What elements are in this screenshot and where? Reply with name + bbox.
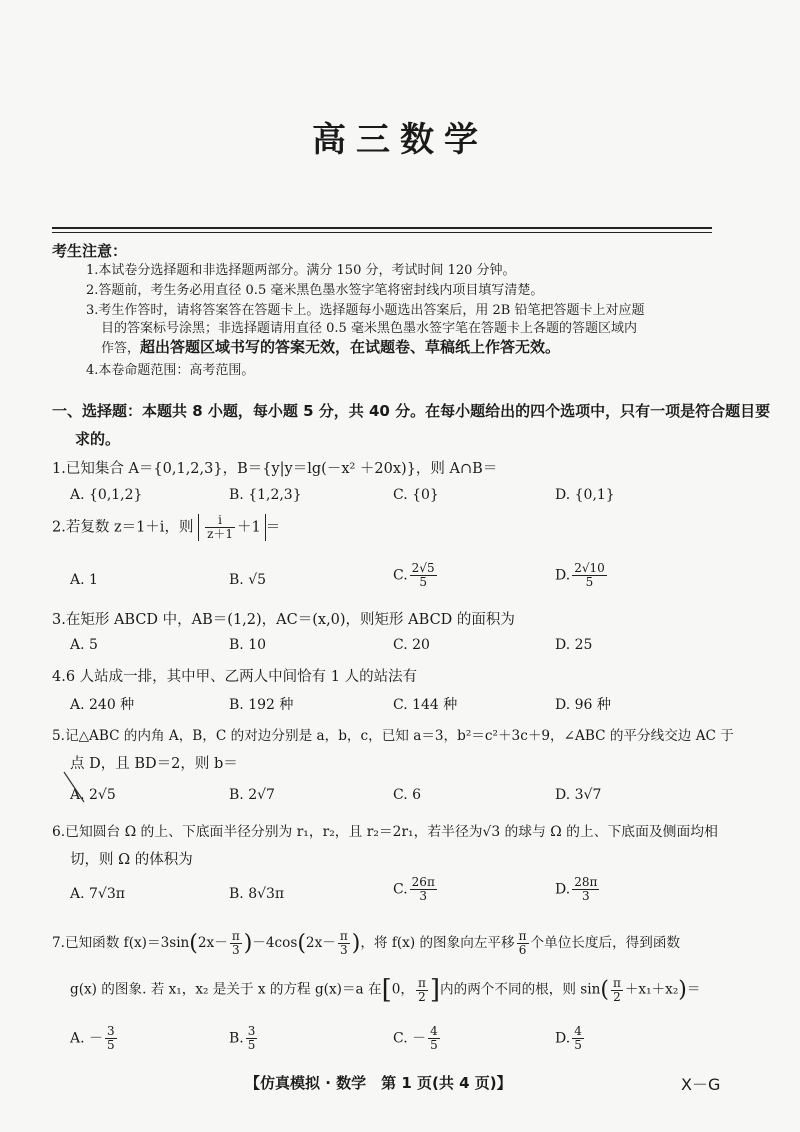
denominator: 5 xyxy=(247,1038,256,1052)
paren: ) xyxy=(351,931,361,956)
q7-text: －4cos xyxy=(252,935,298,951)
denominator: 5 xyxy=(107,1038,115,1052)
numerator: i xyxy=(205,514,235,528)
question-1-option-a: A. {0,1,2} xyxy=(70,487,143,503)
question-3-option-b: B. 10 xyxy=(229,637,267,653)
numerator: 3 xyxy=(107,1024,115,1038)
question-4-option-a: A. 240 种 xyxy=(70,697,135,713)
question-6-option-b: B. 8√3π xyxy=(229,886,285,902)
denominator: z＋1 xyxy=(207,527,234,541)
denominator: 5 xyxy=(574,1038,582,1052)
pen-mark xyxy=(62,770,88,806)
q7-text: 7.已知函数 f(x)＝3sin xyxy=(52,935,190,951)
fraction xyxy=(246,1025,258,1052)
question-6-option-c xyxy=(393,876,439,903)
question-7-option-d xyxy=(555,1025,586,1052)
question-4-option-b: B. 192 种 xyxy=(229,697,294,713)
question-7-option-c xyxy=(393,1025,442,1052)
fraction xyxy=(517,930,529,957)
notice-heading: 考生注意： xyxy=(52,242,128,260)
question-4-option-c: C. 144 种 xyxy=(393,697,458,713)
denominator: 2 xyxy=(418,989,426,1004)
numerator: 28π xyxy=(574,875,598,889)
numerator: 2√10 xyxy=(574,561,605,575)
numerator: π xyxy=(339,929,348,943)
equals: ＝ xyxy=(265,519,281,536)
question-1-option-c: C. {0} xyxy=(393,487,439,503)
notice-item: 3.考生作答时，请将答案答在答题卡上。选择题每小题选出答案后，用 2B 铅笔把答题卡上对应题 xyxy=(86,303,645,318)
notice-item: 2.答题前，考生务必用直径 0.5 毫米黑色墨水签字笔将密封线内项目填写清楚。 xyxy=(86,283,544,298)
denominator: 6 xyxy=(518,943,527,957)
denominator: 3 xyxy=(581,889,590,903)
notice-item-text: 作答， xyxy=(101,341,141,356)
q7-text: 个单位长度后，得到函数 xyxy=(530,935,681,951)
option-letter: C. xyxy=(393,567,408,584)
numerator: π xyxy=(612,975,621,990)
fraction xyxy=(611,977,623,1004)
denominator: 2 xyxy=(613,989,621,1004)
fraction xyxy=(428,1025,440,1052)
fraction xyxy=(416,977,428,1004)
fraction xyxy=(230,930,242,957)
paren: ) xyxy=(243,931,253,956)
question-7-option-b xyxy=(229,1025,259,1052)
question-2-option-d xyxy=(555,562,609,589)
question-2-option-a: A. 1 xyxy=(70,572,98,588)
question-1-option-b: B. {1,2,3} xyxy=(229,487,302,503)
header-rule xyxy=(52,227,712,229)
question-6-stem-cont: 切，则 Ω 的体积为 xyxy=(70,852,193,868)
page-title: 高三数学 xyxy=(312,120,488,160)
question-2-option-b: B. √5 xyxy=(229,572,267,588)
question-5-option-a: A. 2√5 xyxy=(70,787,116,803)
question-6-option-d xyxy=(555,876,601,903)
fraction xyxy=(572,1025,584,1052)
fraction xyxy=(572,876,599,903)
denominator: 5 xyxy=(585,575,594,589)
q7-text: ，将 f(x) 的图象向左平移 xyxy=(360,935,515,951)
denominator: 5 xyxy=(419,575,427,589)
paren: ( xyxy=(600,977,609,1003)
option-letter: A. － xyxy=(70,1030,104,1047)
question-7-stem-cont xyxy=(70,975,700,1005)
option-letter: B. xyxy=(229,1030,244,1047)
option-letter: D. xyxy=(555,881,571,898)
numerator: 4 xyxy=(574,1024,582,1038)
page-footer: 【仿真模拟 · 数学 第 1 页(共 4 页)】 xyxy=(245,1074,512,1092)
denominator: 3 xyxy=(339,943,348,957)
q7-text: ＝ xyxy=(686,981,701,998)
notice-item xyxy=(101,338,560,358)
numerator: 3 xyxy=(247,1024,256,1038)
denominator: 5 xyxy=(430,1038,438,1052)
header-rule-thin xyxy=(52,232,712,233)
section-heading: 一、选择题：本题共 8 小题，每小题 5 分，共 40 分。在每小题给出的四个选项中，只有一项是符合题目要 xyxy=(52,402,771,420)
q7-text: 2x－ xyxy=(305,935,336,951)
section-heading-cont: 求的。 xyxy=(75,430,121,448)
notice-item: 1.本试卷分选择题和非选择题两部分。满分 150 分，考试时间 120 分钟。 xyxy=(86,263,516,278)
question-3-option-d: D. 25 xyxy=(555,637,593,653)
fraction xyxy=(105,1025,117,1052)
question-5-option-d: D. 3√7 xyxy=(555,787,602,803)
paren: ( xyxy=(297,931,306,956)
numerator: π xyxy=(231,929,240,943)
paper-code: X－G xyxy=(681,1075,721,1094)
q7-text: ＋x₁＋x₂ xyxy=(624,981,679,998)
question-1-stem: 1.已知集合 A＝{0,1,2,3}，B＝{y|y＝lg(－x² ＋20x)}，则 A∩B＝ xyxy=(52,461,498,477)
question-1-option-d: D. {0,1} xyxy=(555,487,615,503)
numerator: 2√5 xyxy=(411,561,435,575)
question-3-option-c: C. 20 xyxy=(393,637,430,653)
numerator: 26π xyxy=(411,875,435,889)
question-5-option-b: B. 2√7 xyxy=(229,787,275,803)
fraction xyxy=(205,514,235,541)
question-4-option-d: D. 96 种 xyxy=(555,697,611,713)
notice-item: 4.本卷命题范围：高考范围。 xyxy=(86,363,255,378)
question-2-option-c xyxy=(393,562,439,589)
question-5-stem: 5.记△ABC 的内角 A，B，C 的对边分别是 a，b，c，已知 a＝3，b²＝c²＋3c＋9，∠ABC 的平分线交边 AC 于 xyxy=(52,728,734,744)
question-5-stem-cont: 点 D，且 BD＝2，则 b＝ xyxy=(70,756,238,772)
abs-value xyxy=(198,514,266,541)
bracket: [ xyxy=(381,975,392,1005)
numerator: π xyxy=(518,929,527,943)
option-letter: C. － xyxy=(393,1030,427,1047)
question-4-stem: 4.6 人站成一排，其中甲、乙两人中间恰有 1 人的站法有 xyxy=(52,669,418,685)
option-letter: D. xyxy=(555,1030,571,1047)
denominator: 3 xyxy=(419,889,428,903)
question-2-tail: ＋1 xyxy=(237,519,261,536)
numerator: π xyxy=(417,975,426,990)
fraction xyxy=(410,562,437,589)
q7-text: g(x) 的图象. 若 x₁，x₂ 是关于 x 的方程 g(x)＝a 在 xyxy=(70,981,382,998)
paren: ) xyxy=(678,977,687,1003)
question-5-option-c: C. 6 xyxy=(393,787,422,803)
option-letter: D. xyxy=(555,567,571,584)
question-7-option-a xyxy=(70,1025,119,1052)
numerator: 4 xyxy=(430,1024,438,1038)
question-7-stem xyxy=(52,930,680,957)
option-letter: C. xyxy=(393,881,408,898)
question-6-option-a: A. 7√3π xyxy=(70,886,125,902)
question-6-stem: 6.已知圆台 Ω 的上、下底面半径分别为 r₁，r₂，且 r₂＝2r₁，若半径为√3 的球与 Ω 的上、下底面及侧面均相 xyxy=(52,824,718,840)
question-2-text: 2.若复数 z＝1＋i，则 xyxy=(52,519,194,536)
paren: ( xyxy=(189,931,198,956)
notice-bold-text: 超出答题区域书写的答案无效，在试题卷、草稿纸上作答无效。 xyxy=(140,338,561,356)
bracket: ] xyxy=(429,975,441,1005)
q7-text: 2x－ xyxy=(197,935,228,951)
fraction xyxy=(338,930,350,957)
question-3-stem: 3.在矩形 ABCD 中，AB＝(1,2)，AC＝(x,0)，则矩形 ABCD 的面积为 xyxy=(52,612,515,628)
q7-text: 内的两个不同的根，则 sin xyxy=(440,981,601,998)
fraction xyxy=(410,876,437,903)
notice-item: 目的答案标号涂黑；非选择题请用直径 0.5 毫米黑色墨水签字笔在答题卡上各题的答题区域内 xyxy=(101,321,637,336)
q7-text: 0， xyxy=(391,981,414,998)
denominator: 3 xyxy=(231,943,240,957)
question-2-stem xyxy=(52,514,280,541)
fraction xyxy=(572,562,607,589)
question-3-option-a: A. 5 xyxy=(70,637,98,653)
